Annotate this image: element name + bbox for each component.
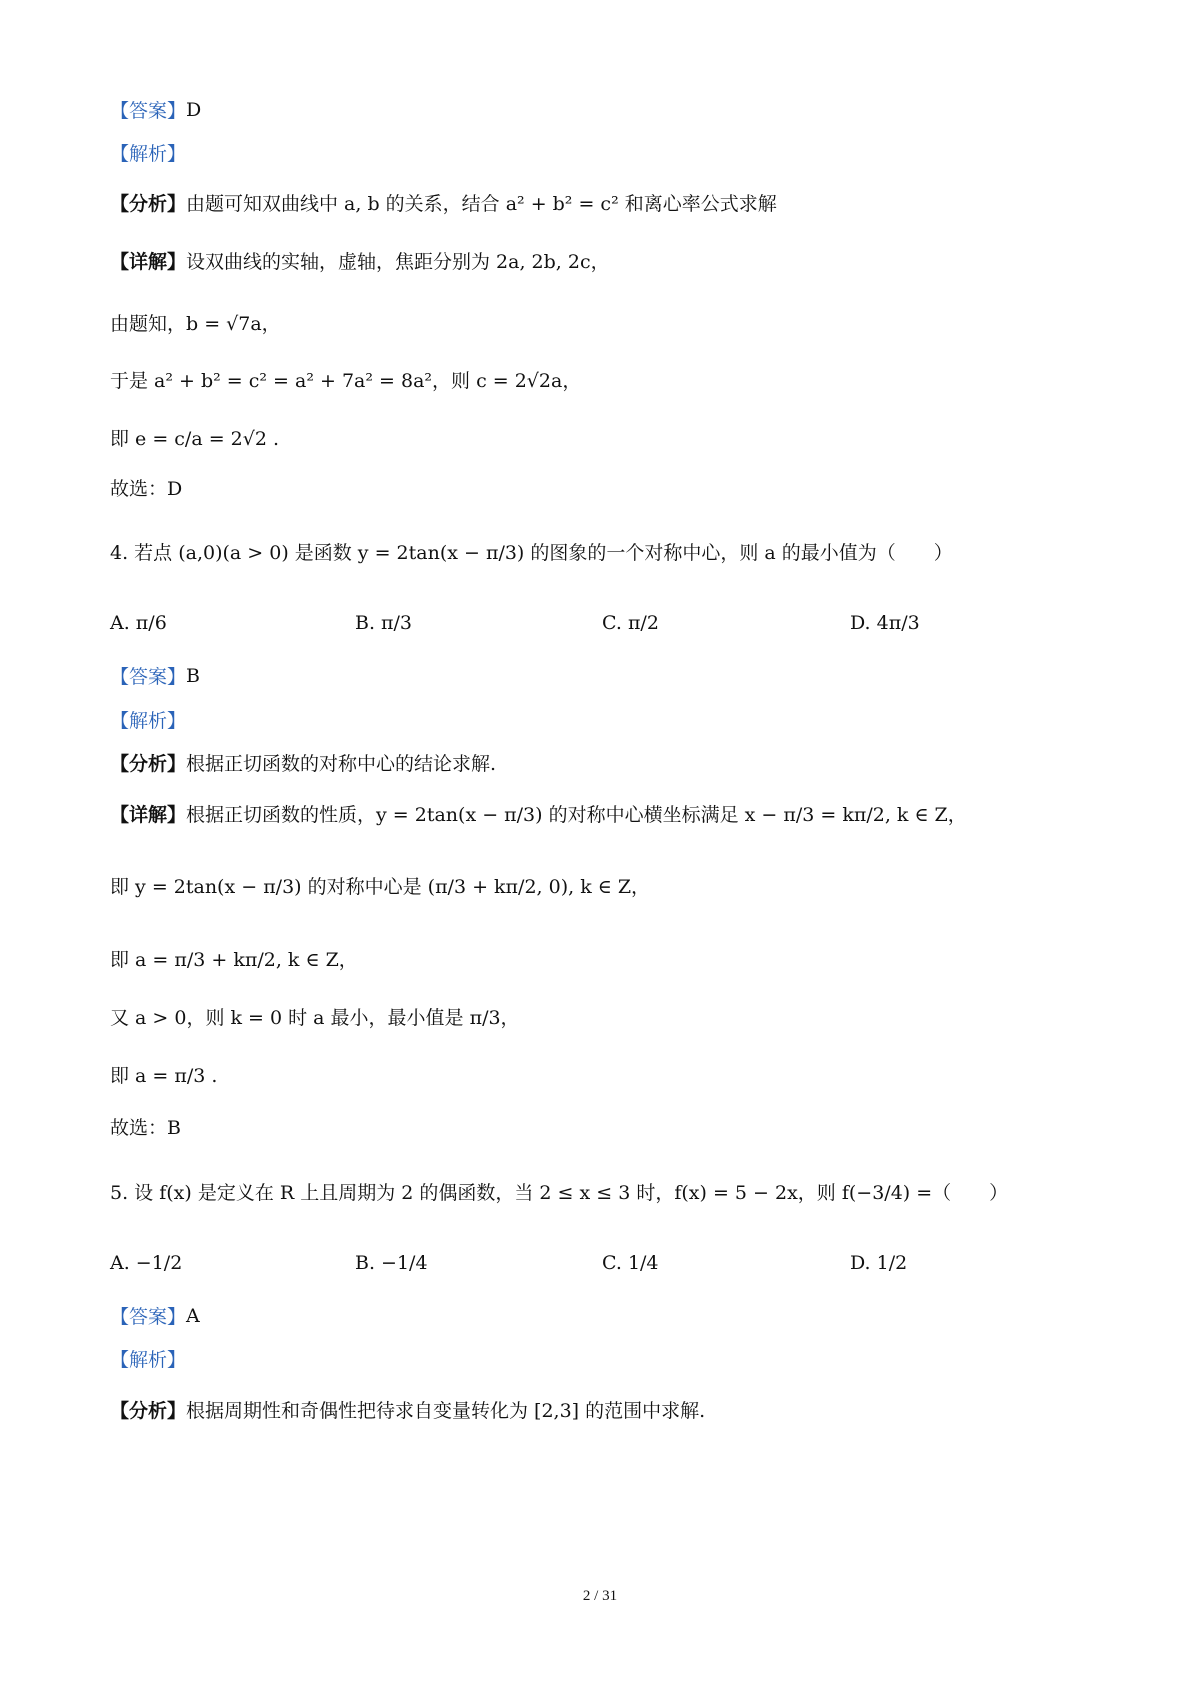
q5-answer-line — [110, 1302, 200, 1329]
q4-fenxi-line — [110, 749, 496, 776]
fenxi-text: 根据周期性和奇偶性把待求自变量转化为 [2,3] 的范围中求解. — [186, 1400, 706, 1422]
q4-solution-line4: 又 a > 0，则 k = 0 时 a 最小，最小值是 π/3， — [110, 1007, 520, 1029]
xiangjie-tag: 【详解】 — [110, 251, 187, 273]
q3-guxuan: 故选：D — [110, 478, 183, 500]
fenxi-tag: 【分析】 — [110, 753, 187, 775]
q5-option-b: B. −1/4 — [355, 1252, 428, 1274]
fenxi-text: 由题可知双曲线中 a, b 的关系，结合 a² + b² = c² 和离心率公式求解 — [186, 193, 777, 215]
q5-option-c: C. 1/4 — [602, 1252, 659, 1274]
q4-option-d: D. 4π/3 — [850, 612, 920, 634]
q4-option-b: B. π/3 — [355, 612, 413, 634]
q4-solution-line2: 即 y = 2tan(x − π/3) 的对称中心是 (π/3 + kπ/2, 0), k ∈ Z， — [110, 876, 651, 898]
q4-solution-line5: 即 a = π/3 . — [110, 1065, 218, 1087]
q4-stem: 4. 若点 (a,0)(a > 0) 是函数 y = 2tan(x − π/3) 的图象的一个对称中心，则 a 的最小值为（ ） — [110, 542, 953, 564]
solution-line: 根据正切函数的性质，y = 2tan(x − π/3) 的对称中心横坐标满足 x − π/3 = kπ/2, k ∈ Z， — [186, 804, 967, 826]
q3-xiangjie-line1 — [110, 247, 610, 274]
q4-analysis-heading — [110, 706, 186, 733]
answer-tag: 【答案】 — [110, 666, 187, 688]
q3-solution-line2: 由题知，b = √7a， — [110, 313, 281, 335]
q4-option-a: A. π/6 — [110, 612, 167, 634]
q5-analysis-heading — [110, 1345, 186, 1372]
q4-answer-line — [110, 662, 200, 689]
xiangjie-tag: 【详解】 — [110, 804, 187, 826]
fenxi-tag: 【分析】 — [110, 193, 187, 215]
q5-option-a: A. −1/2 — [110, 1252, 183, 1274]
answer-tag: 【答案】 — [110, 100, 187, 122]
q3-solution-line3: 于是 a² + b² = c² = a² + 7a² = 8a²，则 c = 2√2a， — [110, 370, 582, 392]
q5-option-d: D. 1/2 — [850, 1252, 908, 1274]
q5-fenxi-line — [110, 1396, 705, 1423]
q4-xiangjie-line1 — [110, 800, 967, 827]
q4-solution-line3: 即 a = π/3 + kπ/2, k ∈ Z， — [110, 949, 358, 971]
q3-fenxi-line — [110, 189, 777, 216]
q3-answer-line — [110, 96, 201, 123]
q3-solution-line4: 即 e = c/a = 2√2 . — [110, 428, 280, 450]
page-number: 2 / 31 — [582, 1588, 618, 1604]
fenxi-text: 根据正切函数的对称中心的结论求解. — [186, 753, 497, 775]
answer-value: B — [186, 664, 200, 687]
analysis-tag: 【解析】 — [110, 1349, 187, 1371]
fenxi-tag: 【分析】 — [110, 1400, 187, 1422]
solution-line: 设双曲线的实轴，虚轴，焦距分别为 2a, 2b, 2c， — [186, 251, 610, 273]
analysis-tag: 【解析】 — [110, 143, 187, 165]
answer-tag: 【答案】 — [110, 1306, 187, 1328]
q5-stem: 5. 设 f(x) 是定义在 R 上且周期为 2 的偶函数，当 2 ≤ x ≤ 3 时，f(x) = 5 − 2x，则 f(−3/4) =（ ） — [110, 1182, 1009, 1204]
q4-option-c: C. π/2 — [602, 612, 659, 634]
q4-guxuan: 故选：B — [110, 1117, 181, 1139]
answer-value: D — [186, 98, 202, 121]
q3-analysis-heading — [110, 139, 186, 166]
analysis-tag: 【解析】 — [110, 710, 187, 732]
answer-value: A — [186, 1304, 200, 1327]
